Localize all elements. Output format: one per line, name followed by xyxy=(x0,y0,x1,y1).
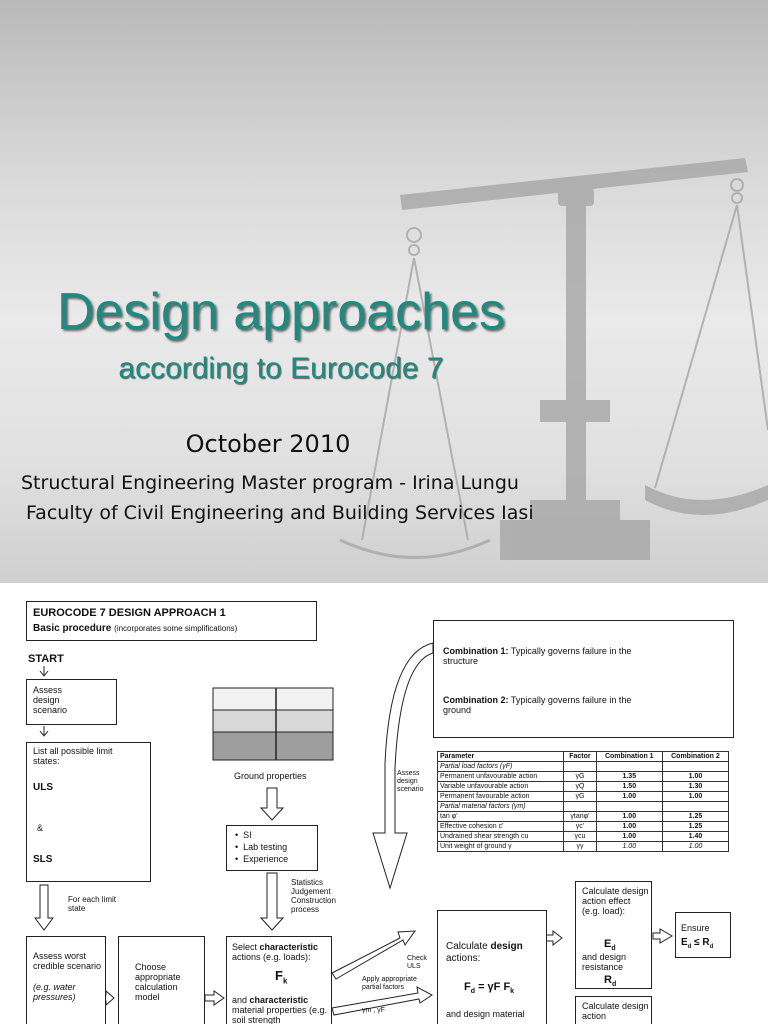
ensure-box xyxy=(675,912,731,958)
table-section-row xyxy=(438,762,729,772)
apply-partial-factors: Apply appropriate partial factors xyxy=(362,976,417,991)
ground-properties-label: Ground properties xyxy=(234,771,307,781)
calculate-action-text: Calculate design action xyxy=(582,1001,649,1021)
bullet-experience: • Experience xyxy=(235,854,289,864)
table-cell: 1.00 xyxy=(662,842,728,852)
table-row xyxy=(438,772,729,782)
calculate-effect-box xyxy=(575,881,652,989)
table-cell: 1.00 xyxy=(596,842,662,852)
choose-model-text: Choose appropriate calculation model xyxy=(135,962,181,1002)
table-section-cell: Partial load factors (γF) xyxy=(438,762,564,772)
table-cell: 1.00 xyxy=(662,772,728,782)
calculate-effect-text: Calculate design action effect (e.g. load): xyxy=(582,886,649,916)
data-sources-box xyxy=(226,825,318,871)
table-empty-cell xyxy=(596,762,662,772)
assess-design-scenario-note: Assess design scenario xyxy=(397,770,424,793)
start-label: START xyxy=(28,653,64,665)
and-label: & xyxy=(37,823,44,833)
statistics-note: Statistics Judgement Construction process xyxy=(291,878,336,914)
gamma-m-f: γm , γF xyxy=(362,1007,385,1014)
limit-states-text: List all possible limit states: xyxy=(33,746,113,766)
table-cell: Permanent unfavourable action xyxy=(438,772,564,782)
table-cell: γc' xyxy=(564,822,597,832)
combination-2-text: Combination 2: Typically governs failure in the ground xyxy=(443,695,632,715)
assess-worst-text: Assess worst credible scenario xyxy=(33,951,102,971)
check-uls-label: Check ULS xyxy=(407,955,427,970)
assess-scenario-box xyxy=(26,679,117,725)
table-cell: 1.40 xyxy=(662,832,728,842)
table-cell: 1.00 xyxy=(596,792,662,802)
water-pressures-text: (e.g. water pressures) xyxy=(33,982,76,1002)
table-cell: γγ xyxy=(564,842,597,852)
table-header-cell: Parameter xyxy=(438,752,564,762)
table-cell: γG xyxy=(564,792,597,802)
bullet-si: • SI xyxy=(235,830,252,840)
table-header-cell: Combination 1 xyxy=(596,752,662,762)
select-characteristic-text: Select characteristic actions (e.g. loads): xyxy=(232,942,319,962)
table-cell: 1.00 xyxy=(596,812,662,822)
ensure-formula: $E_d \le R_d$ xyxy=(681,937,714,950)
and-design-material: and design material xyxy=(446,1009,525,1019)
assess-scenario-text: Assess design scenario xyxy=(33,685,68,715)
design-resistance-text: and design resistance xyxy=(582,952,627,972)
approach-heading: EUROCODE 7 DESIGN APPROACH 1 xyxy=(33,607,226,619)
table-cell: Permanent favourable action xyxy=(438,792,564,802)
table-cell: Undrained shear strength cu xyxy=(438,832,564,842)
bullet-lab: • Lab testing xyxy=(235,842,288,852)
table-empty-cell xyxy=(662,802,728,812)
select-characteristic-box xyxy=(226,936,332,1024)
table-cell: Effective cohesion c' xyxy=(438,822,564,832)
sls-label: SLS xyxy=(33,854,53,865)
table-header-row xyxy=(438,752,729,762)
program-line: Structural Engineering Master program - Irina Lungu xyxy=(21,472,519,494)
table-cell: γQ xyxy=(564,782,597,792)
table-header-cell: Combination 2 xyxy=(662,752,728,762)
table-cell: γG xyxy=(564,772,597,782)
table-cell: 1.00 xyxy=(596,822,662,832)
soil-layers-icon xyxy=(213,688,333,760)
table-cell: γtanφ' xyxy=(564,812,597,822)
table-header-cell: Factor xyxy=(564,752,597,762)
for-each-limit-state: For each limit state xyxy=(68,895,117,913)
table-cell: 1.50 xyxy=(596,782,662,792)
choose-model-box xyxy=(118,936,205,1024)
calculate-action-box xyxy=(575,996,652,1024)
approach-subheading: Basic procedure (incorporates some simplifications) xyxy=(33,623,238,634)
approach-heading-box xyxy=(26,601,317,641)
table-cell: 1.35 xyxy=(596,772,662,782)
combination-1-text: Combination 1: Typically governs failure in the structure xyxy=(443,646,632,666)
slide-subtitle: according to Eurocode 7 xyxy=(118,352,444,385)
table-empty-cell xyxy=(662,762,728,772)
table-cell: 1.25 xyxy=(662,822,728,832)
table-row xyxy=(438,812,729,822)
faculty-line: Faculty of Civil Engineering and Building Services Iasi xyxy=(26,502,534,524)
table-cell: Unit weight of ground γ xyxy=(438,842,564,852)
table-cell: 1.25 xyxy=(662,812,728,822)
flowchart-document xyxy=(0,583,768,1024)
fk-symbol: $F_k$ xyxy=(275,968,288,986)
table-cell: tan φ' xyxy=(438,812,564,822)
table-cell: 1.00 xyxy=(662,792,728,802)
slide-date: October 2010 xyxy=(185,430,351,458)
table-section-row xyxy=(438,802,729,812)
fd-formula: $F_d = \gamma F$ $F_k$ xyxy=(464,981,515,996)
table-cell: Variable unfavourable action xyxy=(438,782,564,792)
table-cell: γcu xyxy=(564,832,597,842)
table-empty-cell xyxy=(564,802,597,812)
table-row xyxy=(438,842,729,852)
ensure-label: Ensure xyxy=(681,923,710,933)
table-cell: 1.00 xyxy=(596,832,662,842)
table-section-cell: Partial material factors (γm) xyxy=(438,802,564,812)
table-empty-cell xyxy=(564,762,597,772)
combinations-box xyxy=(433,620,734,738)
table-row xyxy=(438,782,729,792)
table-row xyxy=(438,792,729,802)
calculate-design-text: Calculate design actions: xyxy=(446,941,523,964)
assess-worst-box xyxy=(26,936,106,1024)
uls-label: ULS xyxy=(33,782,53,793)
slide-title: Design approaches xyxy=(56,283,506,341)
table-row xyxy=(438,832,729,842)
table-row xyxy=(438,822,729,832)
ed-symbol: $E_d$ xyxy=(604,938,616,953)
limit-states-box xyxy=(26,742,151,882)
rd-symbol: $R_d$ xyxy=(604,974,617,989)
calculate-design-box xyxy=(437,910,547,1024)
and-characteristic-text: and characteristic material properties (e.g. soil strength xyxy=(232,995,328,1024)
table-empty-cell xyxy=(596,802,662,812)
partial-factors-table xyxy=(437,751,729,852)
table-cell: 1.30 xyxy=(662,782,728,792)
